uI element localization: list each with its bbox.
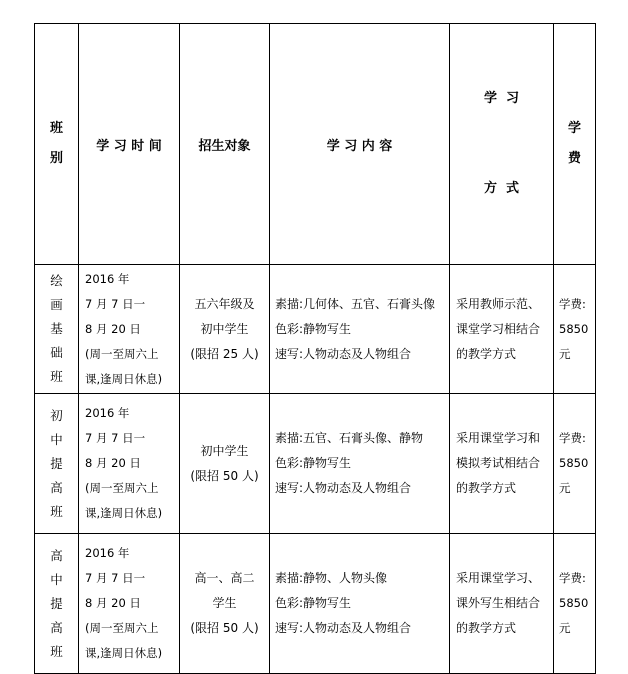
content-cell: 素描:几何体、五官、石膏头像 色彩:静物写生 速写:人物动态及人物组合 xyxy=(270,265,450,394)
class-name-cell: 初 中 提 高 班 xyxy=(35,394,79,534)
audience-cell: 高一、高二 学生 (限招 50 人) xyxy=(180,534,270,674)
course-table xyxy=(34,23,596,674)
audience-cell: 五六年级及 初中学生 (限招 25 人) xyxy=(180,265,270,394)
header-fee: 学 费 xyxy=(554,24,596,265)
table-row xyxy=(35,534,596,674)
header-content: 学 习 内 容 xyxy=(270,24,450,265)
header-schedule: 学 习 时 间 xyxy=(79,24,180,265)
class-name-cell: 绘 画 基 础 班 xyxy=(35,265,79,394)
content-cell: 素描:五官、石膏头像、静物 色彩:静物写生 速写:人物动态及人物组合 xyxy=(270,394,450,534)
fee-cell: 学费: 5850 元 xyxy=(554,534,596,674)
fee-cell: 学费: 5850 元 xyxy=(554,394,596,534)
header-audience: 招生对象 xyxy=(180,24,270,265)
class-name-cell: 高 中 提 高 班 xyxy=(35,534,79,674)
fee-cell: 学费: 5850 元 xyxy=(554,265,596,394)
header-method: 学 习 方 式 xyxy=(450,24,554,265)
content-cell: 素描:静物、人物头像 色彩:静物写生 速写:人物动态及人物组合 xyxy=(270,534,450,674)
schedule-cell: 2016 年 7 月 7 日一 8 月 20 日 (周一至周六上 课,逢周日休息) xyxy=(79,534,180,674)
method-cell: 采用课堂学习、 课外写生相结合 的教学方式 xyxy=(450,534,554,674)
header-class: 班 别 xyxy=(35,24,79,265)
schedule-cell: 2016 年 7 月 7 日一 8 月 20 日 (周一至周六上 课,逢周日休息) xyxy=(79,265,180,394)
method-cell: 采用教师示范、 课堂学习相结合 的教学方式 xyxy=(450,265,554,394)
table-row xyxy=(35,394,596,534)
header-row xyxy=(35,24,596,265)
table-row xyxy=(35,265,596,394)
audience-cell: 初中学生 (限招 50 人) xyxy=(180,394,270,534)
method-cell: 采用课堂学习和 模拟考试相结合 的教学方式 xyxy=(450,394,554,534)
schedule-cell: 2016 年 7 月 7 日一 8 月 20 日 (周一至周六上 课,逢周日休息) xyxy=(79,394,180,534)
